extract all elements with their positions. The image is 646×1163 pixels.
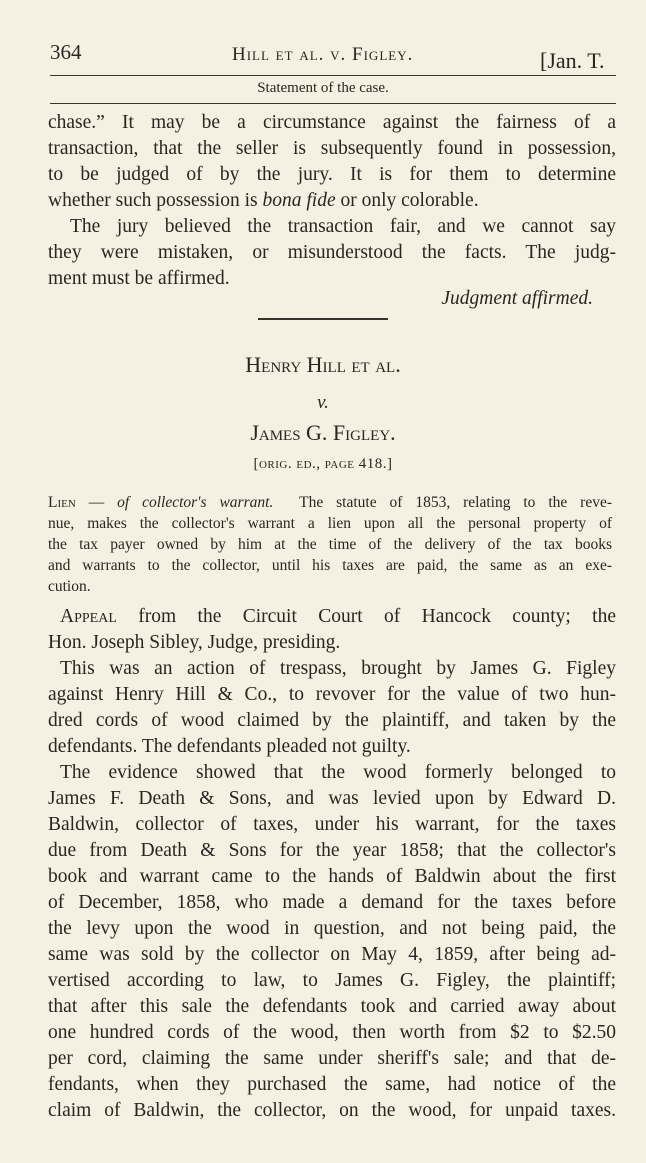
text-line: defendants. The defendants pleaded not guilty.: [48, 736, 411, 757]
text-line: book and warrant came to the hands of Baldwin about the first: [48, 866, 616, 887]
headnote-line: cution.: [48, 578, 91, 595]
text-line: that after this sale the defendants took and carried away about: [48, 996, 616, 1017]
text-line: transaction, that the seller is subsequently found in possession,: [48, 138, 616, 159]
judgment-line: Judgment affirmed.: [441, 288, 593, 309]
text-line: The evidence showed that the wood formerly belonged to: [60, 762, 616, 783]
headnote-line: the tax payer owned by him at the time of the delivery of the tax books: [48, 536, 612, 553]
text-line: claim of Baldwin, the collector, on the wood, for unpaid taxes.: [48, 1100, 616, 1121]
text-line: James F. Death & Sons, and was levied upon by Edward D.: [48, 788, 616, 809]
case-appellee: James G. Figley.: [250, 420, 396, 445]
evidence-paragraph: [48, 760, 616, 1124]
text-line: one hundred cords of the wood, then worth from $2 to $2.50: [48, 1022, 616, 1043]
text-line: due from Death & Sons for the year 1858; that the collector's: [48, 840, 616, 861]
headnote-line: and warrants to the collector, until his taxes are paid, the same as an exe-: [48, 557, 612, 574]
headnote-subject: of collector's warrant.: [117, 494, 274, 511]
text-line: [48, 604, 616, 630]
text-line: The jury believed the transaction fair, and we cannot say: [70, 216, 616, 237]
text-line: to be judged of by the jury. It is for them to determine: [48, 164, 616, 185]
headnote-text: The statute of 1853, relating to the reve-: [299, 494, 613, 511]
headnote-keyword: Lien: [48, 494, 76, 511]
opinion-paragraph-1: [48, 110, 616, 214]
text-line: of December, 1858, who made a demand for the taxes before: [48, 892, 616, 913]
running-title: [232, 44, 413, 66]
appeal-keyword: Appeal: [60, 606, 117, 627]
case-versus: v.: [317, 392, 329, 413]
headnote-line: nue, makes the collector's warrant a lien upon all the personal property of: [48, 515, 612, 532]
original-edition-ref: [orig. ed., page 418.]: [253, 456, 393, 472]
text-line: the levy upon the wood in question, and not being paid, the: [48, 918, 616, 939]
case-separator-rule: [258, 318, 388, 320]
opinion-paragraph-2: [48, 214, 616, 240]
headnote: [48, 492, 612, 597]
section-subheader: Statement of the case.: [257, 80, 389, 96]
case-appellant: Henry Hill et al.: [245, 352, 401, 377]
latin-phrase: bona fide: [262, 190, 336, 211]
text-line: This was an action of trespass, brought by James G. Figley: [60, 658, 616, 679]
term-label: [Jan. T.: [540, 48, 605, 73]
page-number: 364: [50, 40, 82, 64]
appeal-paragraph: [48, 604, 616, 656]
text-line: per cord, claiming the same under sheriff's sale; and that de-: [48, 1048, 616, 1069]
text-line: against Henry Hill & Co., to revover for the value of two hun-: [48, 684, 616, 705]
text-span: whether such possession is: [48, 190, 258, 211]
opinion-paragraph-2-cont: [48, 240, 616, 292]
text-line: they were mistaken, or misunderstood the facts. The judg-: [48, 242, 616, 263]
text-line: vertised according to law, to James G. Figley, the plaintiff;: [48, 970, 616, 991]
action-paragraph: [48, 656, 616, 760]
text-line: [48, 188, 616, 214]
running-title-text: Hill et al. v. Figley.: [232, 44, 414, 65]
text-line: fendants, when they purchased the same, had notice of the: [48, 1074, 616, 1095]
text-line: chase.” It may be a circumstance against the fairness of a: [48, 112, 616, 133]
text-span: from the Circuit Court of Hancock county; the: [138, 606, 616, 627]
text-line: dred cords of wood claimed by the plaintiff, and taken by the: [48, 710, 616, 731]
subheader-rule: [50, 103, 616, 104]
text-line: Baldwin, collector of taxes, under his warrant, for the taxes: [48, 814, 616, 835]
header-rule: [50, 75, 616, 76]
headnote-line: Lien — of collector's warrant. The statute of 1853, relating to the reve-: [48, 494, 613, 511]
text-span: or only colorable.: [340, 190, 479, 211]
text-line: same was sold by the collector on May 4, 1859, after being ad-: [48, 944, 616, 965]
text-line: ment must be affirmed.: [48, 268, 230, 289]
text-span: Hon. Joseph Sibley, Judge, presiding.: [48, 632, 341, 653]
text-line: [48, 630, 616, 656]
